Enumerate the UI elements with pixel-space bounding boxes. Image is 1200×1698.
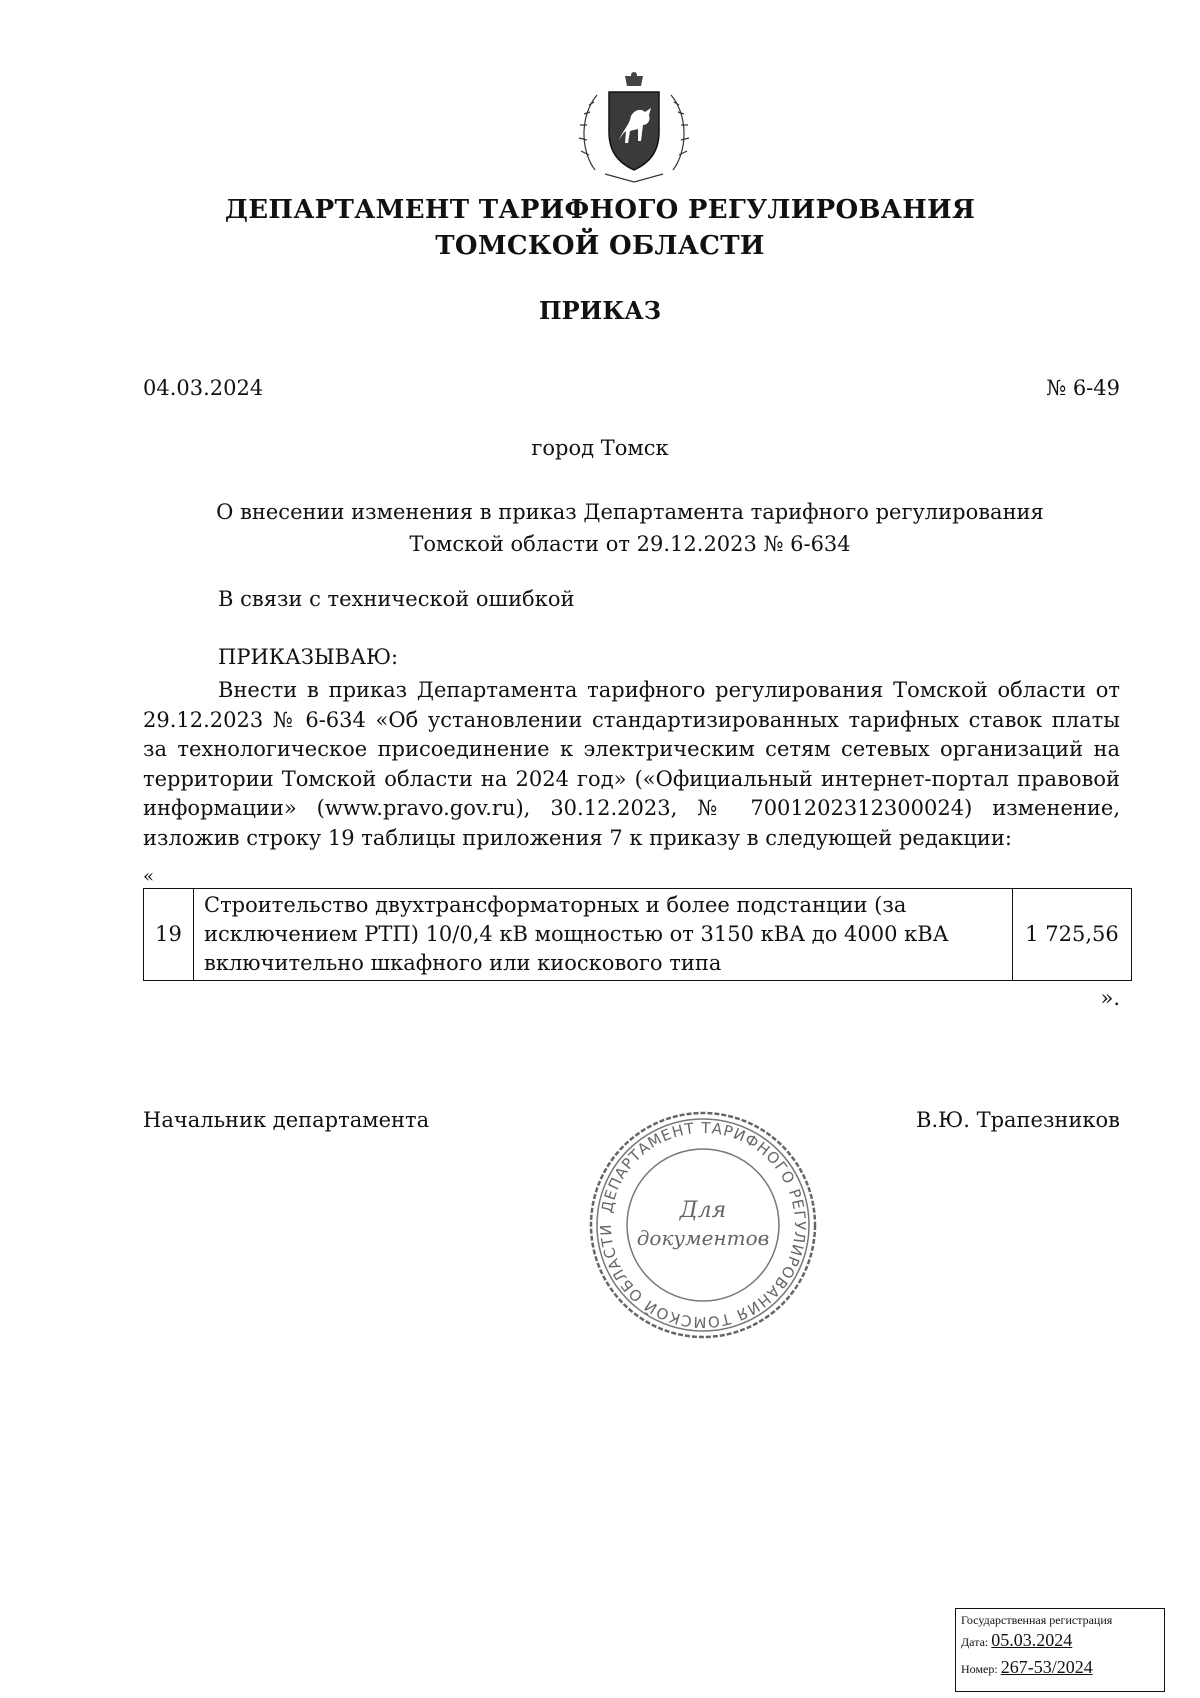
registration-heading: Государственная регистрация (961, 1613, 1113, 1627)
subject-line1: О внесении изменения в приказ Департамента тарифного регулирования (216, 500, 1044, 524)
registration-date-row (961, 1628, 1159, 1655)
registration-number-row (961, 1655, 1159, 1682)
amendment-table (143, 888, 1132, 981)
order-body-text: Внести в приказ Департамента тарифного регулирования Томской области от 29.12.2023 № 6-634 «Об установлении стандартизированных тарифных ставок платы за технологическое присоединение к электрическим сетям сетевых организаций на территории Томской области на 2024 год» («Официальный интернет-портал правовой информации» (www.pravo.gov.ru), 30.12.2023, № 7001202312300024) изменение, изложив строку 19 таблицы приложения 7 к приказу в следующей редакции: (143, 678, 1120, 850)
table-row (144, 889, 1132, 981)
document-number: № 6-49 (1046, 376, 1120, 400)
registration-date-label: Дата: (961, 1635, 989, 1649)
department-header (0, 192, 1200, 264)
signatory-name: В.Ю. Трапезников (916, 1108, 1120, 1132)
registration-number-label: Номер: (961, 1662, 998, 1676)
seal-ring-text: ДЕПАРТАМЕНТ ТАРИФНОГО РЕГУЛИРОВАНИЯ ТОМСКОЙ ОБЛАСТИ (596, 1118, 810, 1332)
department-name-line1: ДЕПАРТАМЕНТ ТАРИФНОГО РЕГУЛИРОВАНИЯ (224, 195, 976, 225)
document-subject (210, 496, 1050, 560)
subject-line2: Томской области от 29.12.2023 № 6-634 (409, 532, 851, 556)
quote-open-mark: « (143, 866, 155, 887)
description-line3: включительно шкафного или киоскового типа (204, 951, 722, 975)
seal-center-line2: документов (636, 1226, 770, 1250)
document-date: 04.03.2024 (143, 376, 264, 400)
order-body-paragraph (143, 676, 1120, 853)
registration-date-value: 05.03.2024 (991, 1630, 1073, 1650)
row-value-cell: 1 725,56 (1013, 889, 1132, 981)
tomsk-coat-of-arms-emblem (575, 70, 693, 188)
official-seal-stamp (583, 1105, 823, 1345)
description-line1: Строительство двухтрансформаторных и более подстанции (за (204, 893, 907, 917)
document-type-title: ПРИКАЗ (538, 296, 662, 325)
document-city: город Томск (531, 436, 669, 460)
registration-stamp-box (955, 1608, 1165, 1692)
reason-text: В связи с технической ошибкой (218, 587, 575, 611)
seal-center-line1: Для (679, 1198, 727, 1223)
department-name-line2: ТОМСКОЙ ОБЛАСТИ (435, 231, 765, 261)
order-word: ПРИКАЗЫВАЮ: (218, 645, 399, 669)
row-number-cell: 19 (144, 889, 194, 981)
signatory-title: Начальник департамента (143, 1108, 430, 1132)
quote-close-mark: ». (1100, 986, 1120, 1010)
registration-number-value: 267-53/2024 (1000, 1657, 1093, 1677)
description-line2: исключением РТП) 10/0,4 кВ мощностью от 3150 кВА до 4000 кВА (204, 922, 949, 946)
row-description-cell (194, 889, 1013, 981)
